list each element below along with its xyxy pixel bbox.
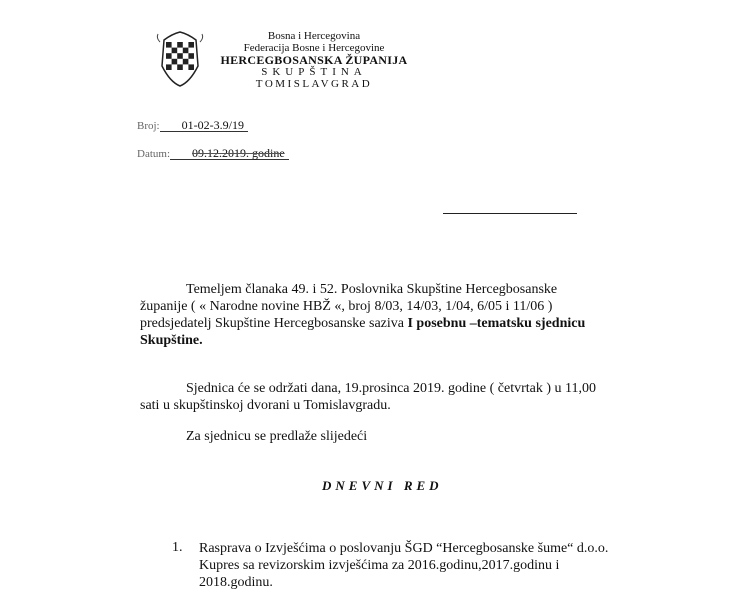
schedule-paragraph-line-2: sati u skupštinskoj dvorani u Tomislavgradu. bbox=[140, 398, 391, 413]
letterhead-city: TOMISLAVGRAD bbox=[255, 78, 373, 90]
coat-of-arms-icon bbox=[154, 30, 206, 88]
document-date-row bbox=[137, 146, 289, 161]
letterhead-assembly: SKUPŠTINA bbox=[261, 66, 367, 78]
agenda-item-line-3: 2018.godinu. bbox=[199, 575, 273, 590]
letterhead bbox=[214, 30, 414, 90]
agenda-item-line-1: Rasprava o Izvješćima o poslovanju ŠGD “Hercegbosanske šume“ d.o.o. bbox=[199, 541, 609, 556]
intro-paragraph-line-1: Temeljem članaka 49. i 52. Poslovnika Skupštine Hercegbosanske bbox=[186, 282, 558, 297]
intro-text: predsjedatelj Skupštine Hercegbosanske saziva bbox=[140, 316, 408, 331]
signature-line bbox=[443, 213, 577, 214]
intro-paragraph-line-2: županije ( « Narodne novine HBŽ «, broj 8/03, 14/03, 1/04, 6/05 i 11/06 ) bbox=[140, 299, 553, 314]
document-number-value: 01-02-3.9/19 bbox=[160, 120, 248, 132]
document-number-row bbox=[137, 118, 248, 133]
intro-paragraph-line-4: Skupštine. bbox=[140, 333, 203, 348]
schedule-paragraph-line-1: Sjednica će se održati dana, 19.prosinca 2019. godine ( četvrtak ) u 11,00 bbox=[186, 381, 597, 396]
agenda-intro: Za sjednicu se predlaže slijedeći bbox=[186, 429, 368, 444]
document-date-value: 09.12.2019. godine bbox=[170, 148, 289, 160]
agenda-title: DNEVNI RED bbox=[322, 478, 443, 493]
agenda-item-number: 1. bbox=[172, 540, 183, 555]
document-number-label: Broj: bbox=[137, 120, 160, 132]
letterhead-country: Bosna i Hercegovina bbox=[267, 30, 361, 42]
letterhead-federation: Federacija Bosne i Hercegovine bbox=[243, 42, 385, 54]
session-type: I posebnu –tematsku sjednicu bbox=[407, 316, 586, 331]
letterhead-county: HERCEGBOSANSKA ŽUPANIJA bbox=[220, 53, 408, 67]
intro-paragraph-line-3 bbox=[140, 315, 585, 332]
document-date-label: Datum: bbox=[137, 148, 170, 160]
agenda-item-line-2: Kupres sa revizorskim izvješćima za 2016.godinu,2017.godinu i bbox=[199, 558, 560, 573]
